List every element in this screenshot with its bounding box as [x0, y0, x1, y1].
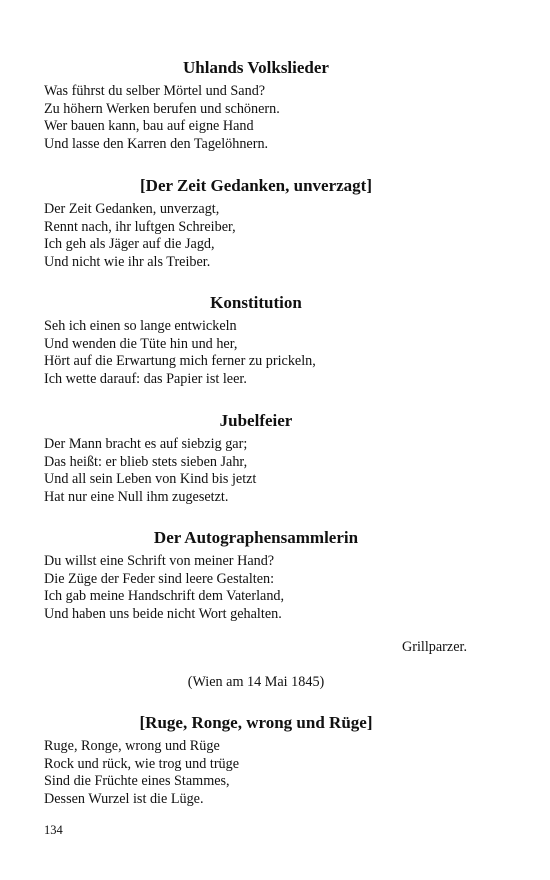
- poem-line: Rennt nach, ihr luftgen Schreiber,: [44, 218, 236, 235]
- poem-line: Hat nur eine Null ihm zugesetzt.: [44, 488, 229, 505]
- poem-line: Ich wette darauf: das Papier ist leer.: [44, 370, 247, 387]
- author-signature: Grillparzer.: [402, 639, 467, 655]
- poem-title: [Ruge, Ronge, wrong und Rüge]: [139, 713, 373, 732]
- poem-title: Jubelfeier: [219, 411, 293, 430]
- poem-title: Der Autographensammlerin: [153, 528, 359, 547]
- poem-line: Das heißt: er blieb stets sieben Jahr,: [44, 453, 248, 470]
- poem-title: Konstitution: [210, 293, 302, 312]
- poem-stanza: [44, 738, 239, 808]
- poem-stanza: [44, 436, 256, 506]
- poem-line: Ich gab meine Handschrift dem Vaterland,: [44, 588, 285, 604]
- poem-line: Sind die Früchte eines Stammes,: [44, 773, 230, 789]
- poem-line: Dessen Wurzel ist die Lüge.: [44, 790, 204, 807]
- poem-line: Der Zeit Gedanken, unverzagt,: [44, 201, 220, 217]
- poem-stanza: [44, 201, 236, 271]
- poem-title: [Der Zeit Gedanken, unverzagt]: [140, 176, 372, 195]
- poem-line: Die Züge der Feder sind leere Gestalten:: [44, 570, 275, 587]
- poem-line: Du willst eine Schrift von meiner Hand?: [44, 553, 275, 569]
- poem-line: Ruge, Ronge, wrong und Rüge: [44, 738, 220, 754]
- poem-line: Rock und rück, wie trog und trüge: [44, 755, 240, 772]
- poem-line: Wer bauen kann, bau auf eigne Hand: [44, 118, 254, 134]
- poem-line: Was führst du selber Mörtel und Sand?: [44, 83, 266, 99]
- poem-line: Und nicht wie ihr als Treiber.: [44, 253, 211, 270]
- poem-stanza: [44, 553, 284, 623]
- poem-line: Und haben uns beide nicht Wort gehalten.: [44, 605, 282, 622]
- page-number: 134: [44, 823, 63, 837]
- poem-line: Und wenden die Tüte hin und her,: [44, 335, 238, 352]
- poem-stanza: [44, 318, 316, 388]
- poem-line: Zu höhern Werken berufen und schönern.: [44, 100, 280, 117]
- poem-line: Und lasse den Karren den Tagelöhnern.: [44, 135, 269, 152]
- poem-stanza: [44, 83, 280, 153]
- poem-line: Hört auf die Erwartung mich ferner zu prickeln,: [44, 353, 316, 369]
- poem-line: Der Mann bracht es auf siebzig gar;: [44, 436, 248, 452]
- dateline: (Wien am 14 Mai 1845): [187, 674, 325, 690]
- poem-line: Ich geh als Jäger auf die Jagd,: [44, 236, 215, 252]
- poem-line: Und all sein Leben von Kind bis jetzt: [44, 471, 257, 487]
- poem-line: Seh ich einen so lange entwickeln: [44, 318, 237, 334]
- poem-title: Uhlands Volkslieder: [183, 58, 329, 77]
